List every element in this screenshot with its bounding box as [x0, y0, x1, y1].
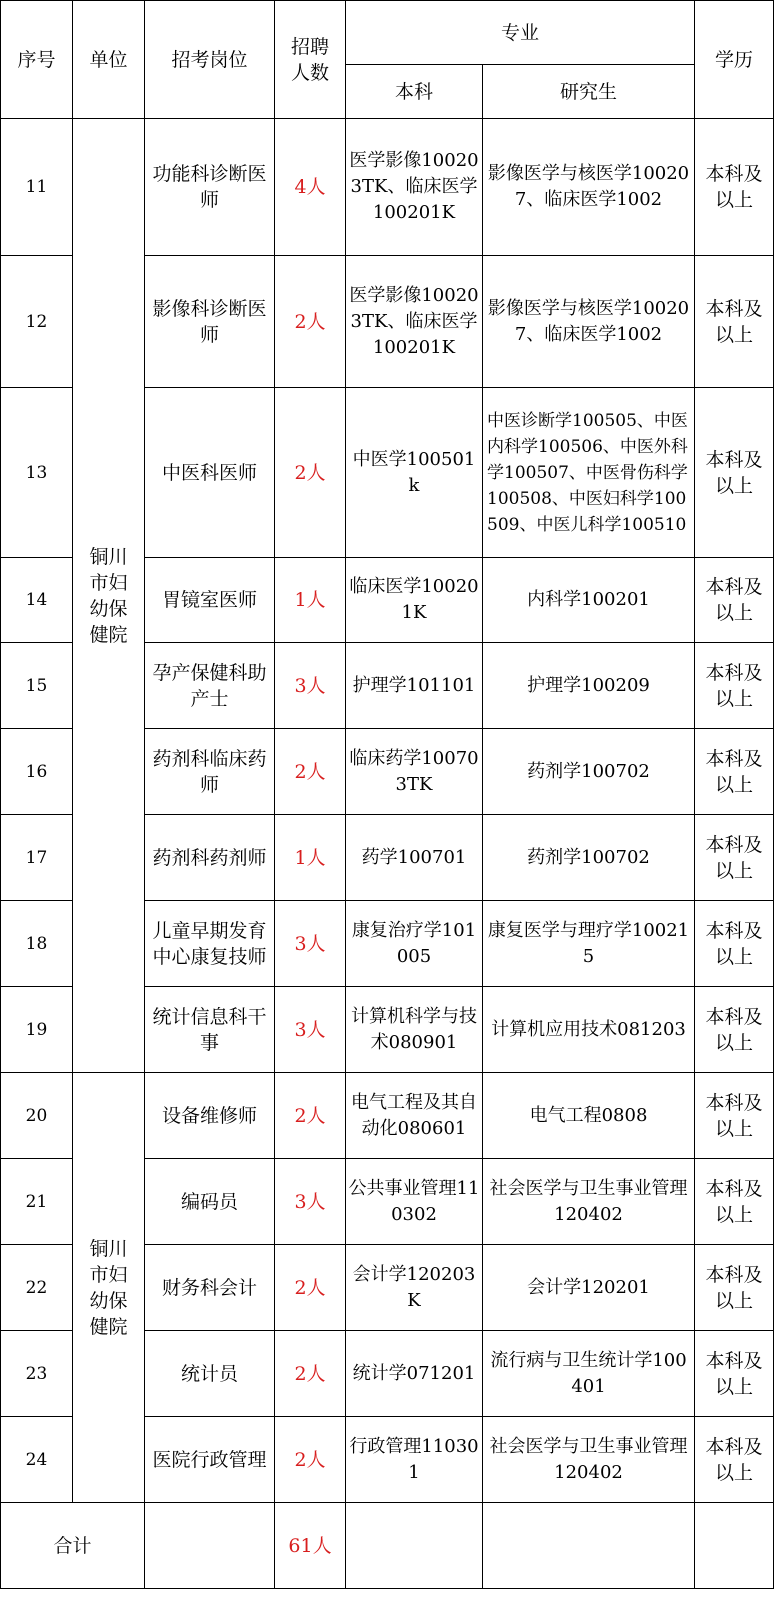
row-position: 统计信息科干事	[145, 987, 275, 1073]
row-count: 2人	[275, 1417, 346, 1503]
row-education: 本科及以上	[695, 1245, 774, 1331]
row-position: 药剂科药剂师	[145, 815, 275, 901]
row-position: 设备维修师	[145, 1073, 275, 1159]
row-position: 财务科会计	[145, 1245, 275, 1331]
row-education: 本科及以上	[695, 987, 774, 1073]
row-education: 本科及以上	[695, 256, 774, 388]
row-education: 本科及以上	[695, 729, 774, 815]
total-row	[1, 1503, 774, 1589]
row-count: 1人	[275, 558, 346, 643]
total-label: 合计	[1, 1503, 145, 1589]
row-graduate: 康复医学与理疗学100215	[483, 901, 695, 987]
row-graduate: 流行病与卫生统计学100401	[483, 1331, 695, 1417]
row-seq: 15	[1, 643, 73, 729]
header-count: 招聘人数	[275, 1, 346, 119]
row-graduate: 中医诊断学100505、中医内科学100506、中医外科学100507、中医骨伤科学100508、中医妇科学100509、中医儿科学100510	[483, 388, 695, 558]
row-education: 本科及以上	[695, 1331, 774, 1417]
table-row	[1, 119, 774, 256]
total-count: 61人	[275, 1503, 346, 1589]
row-seq: 14	[1, 558, 73, 643]
header-seq: 序号	[1, 1, 73, 119]
row-count: 3人	[275, 987, 346, 1073]
header-position: 招考岗位	[145, 1, 275, 119]
row-bachelor: 临床医学100201K	[346, 558, 483, 643]
row-seq: 20	[1, 1073, 73, 1159]
total-empty-position	[145, 1503, 275, 1589]
row-education: 本科及以上	[695, 1417, 774, 1503]
row-count: 2人	[275, 1245, 346, 1331]
total-empty-education	[695, 1503, 774, 1589]
row-count: 2人	[275, 256, 346, 388]
row-seq: 13	[1, 388, 73, 558]
row-count: 3人	[275, 1159, 346, 1245]
row-bachelor: 护理学101101	[346, 643, 483, 729]
row-bachelor: 电气工程及其自动化080601	[346, 1073, 483, 1159]
row-count: 2人	[275, 388, 346, 558]
header-bachelor: 本科	[346, 65, 483, 119]
row-graduate: 内科学100201	[483, 558, 695, 643]
row-graduate: 药剂学100702	[483, 729, 695, 815]
row-bachelor: 医学影像100203TK、临床医学100201K	[346, 119, 483, 256]
header-unit: 单位	[73, 1, 145, 119]
total-empty-graduate	[483, 1503, 695, 1589]
header-major: 专业	[346, 1, 695, 65]
row-education: 本科及以上	[695, 901, 774, 987]
row-count: 3人	[275, 643, 346, 729]
row-education: 本科及以上	[695, 119, 774, 256]
row-seq: 22	[1, 1245, 73, 1331]
row-bachelor: 中医学100501k	[346, 388, 483, 558]
row-education: 本科及以上	[695, 388, 774, 558]
row-position: 药剂科临床药师	[145, 729, 275, 815]
row-seq: 24	[1, 1417, 73, 1503]
row-count: 2人	[275, 1073, 346, 1159]
row-position: 中医科医师	[145, 388, 275, 558]
row-bachelor: 统计学071201	[346, 1331, 483, 1417]
row-count: 3人	[275, 901, 346, 987]
row-graduate: 影像医学与核医学100207、临床医学1002	[483, 256, 695, 388]
row-seq: 23	[1, 1331, 73, 1417]
row-bachelor: 临床药学100703TK	[346, 729, 483, 815]
row-graduate: 药剂学100702	[483, 815, 695, 901]
row-bachelor: 康复治疗学101005	[346, 901, 483, 987]
row-count: 4人	[275, 119, 346, 256]
unit-cell: 铜川市妇幼保健院	[73, 119, 145, 1073]
row-seq: 21	[1, 1159, 73, 1245]
row-graduate: 护理学100209	[483, 643, 695, 729]
row-bachelor: 公共事业管理110302	[346, 1159, 483, 1245]
row-education: 本科及以上	[695, 643, 774, 729]
unit-cell: 铜川市妇幼保健院	[73, 1073, 145, 1503]
row-graduate: 社会医学与卫生事业管理120402	[483, 1417, 695, 1503]
row-education: 本科及以上	[695, 815, 774, 901]
row-bachelor: 会计学120203K	[346, 1245, 483, 1331]
row-bachelor: 药学100701	[346, 815, 483, 901]
header-graduate: 研究生	[483, 65, 695, 119]
row-graduate: 影像医学与核医学100207、临床医学1002	[483, 119, 695, 256]
row-seq: 17	[1, 815, 73, 901]
row-education: 本科及以上	[695, 1159, 774, 1245]
row-graduate: 会计学120201	[483, 1245, 695, 1331]
row-position: 功能科诊断医师	[145, 119, 275, 256]
total-empty-bachelor	[346, 1503, 483, 1589]
row-position: 影像科诊断医师	[145, 256, 275, 388]
row-seq: 16	[1, 729, 73, 815]
row-count: 1人	[275, 815, 346, 901]
row-position: 儿童早期发育中心康复技师	[145, 901, 275, 987]
row-bachelor: 医学影像100203TK、临床医学100201K	[346, 256, 483, 388]
row-education: 本科及以上	[695, 558, 774, 643]
row-seq: 18	[1, 901, 73, 987]
row-education: 本科及以上	[695, 1073, 774, 1159]
row-graduate: 电气工程0808	[483, 1073, 695, 1159]
row-position: 编码员	[145, 1159, 275, 1245]
row-position: 医院行政管理	[145, 1417, 275, 1503]
row-seq: 12	[1, 256, 73, 388]
table-row	[1, 1073, 774, 1159]
row-bachelor: 计算机科学与技术080901	[346, 987, 483, 1073]
row-seq: 19	[1, 987, 73, 1073]
row-seq: 11	[1, 119, 73, 256]
row-graduate: 社会医学与卫生事业管理120402	[483, 1159, 695, 1245]
header-education: 学历	[695, 1, 774, 119]
row-count: 2人	[275, 1331, 346, 1417]
row-graduate: 计算机应用技术081203	[483, 987, 695, 1073]
row-position: 胃镜室医师	[145, 558, 275, 643]
row-position: 孕产保健科助产士	[145, 643, 275, 729]
row-position: 统计员	[145, 1331, 275, 1417]
row-bachelor: 行政管理110301	[346, 1417, 483, 1503]
row-count: 2人	[275, 729, 346, 815]
